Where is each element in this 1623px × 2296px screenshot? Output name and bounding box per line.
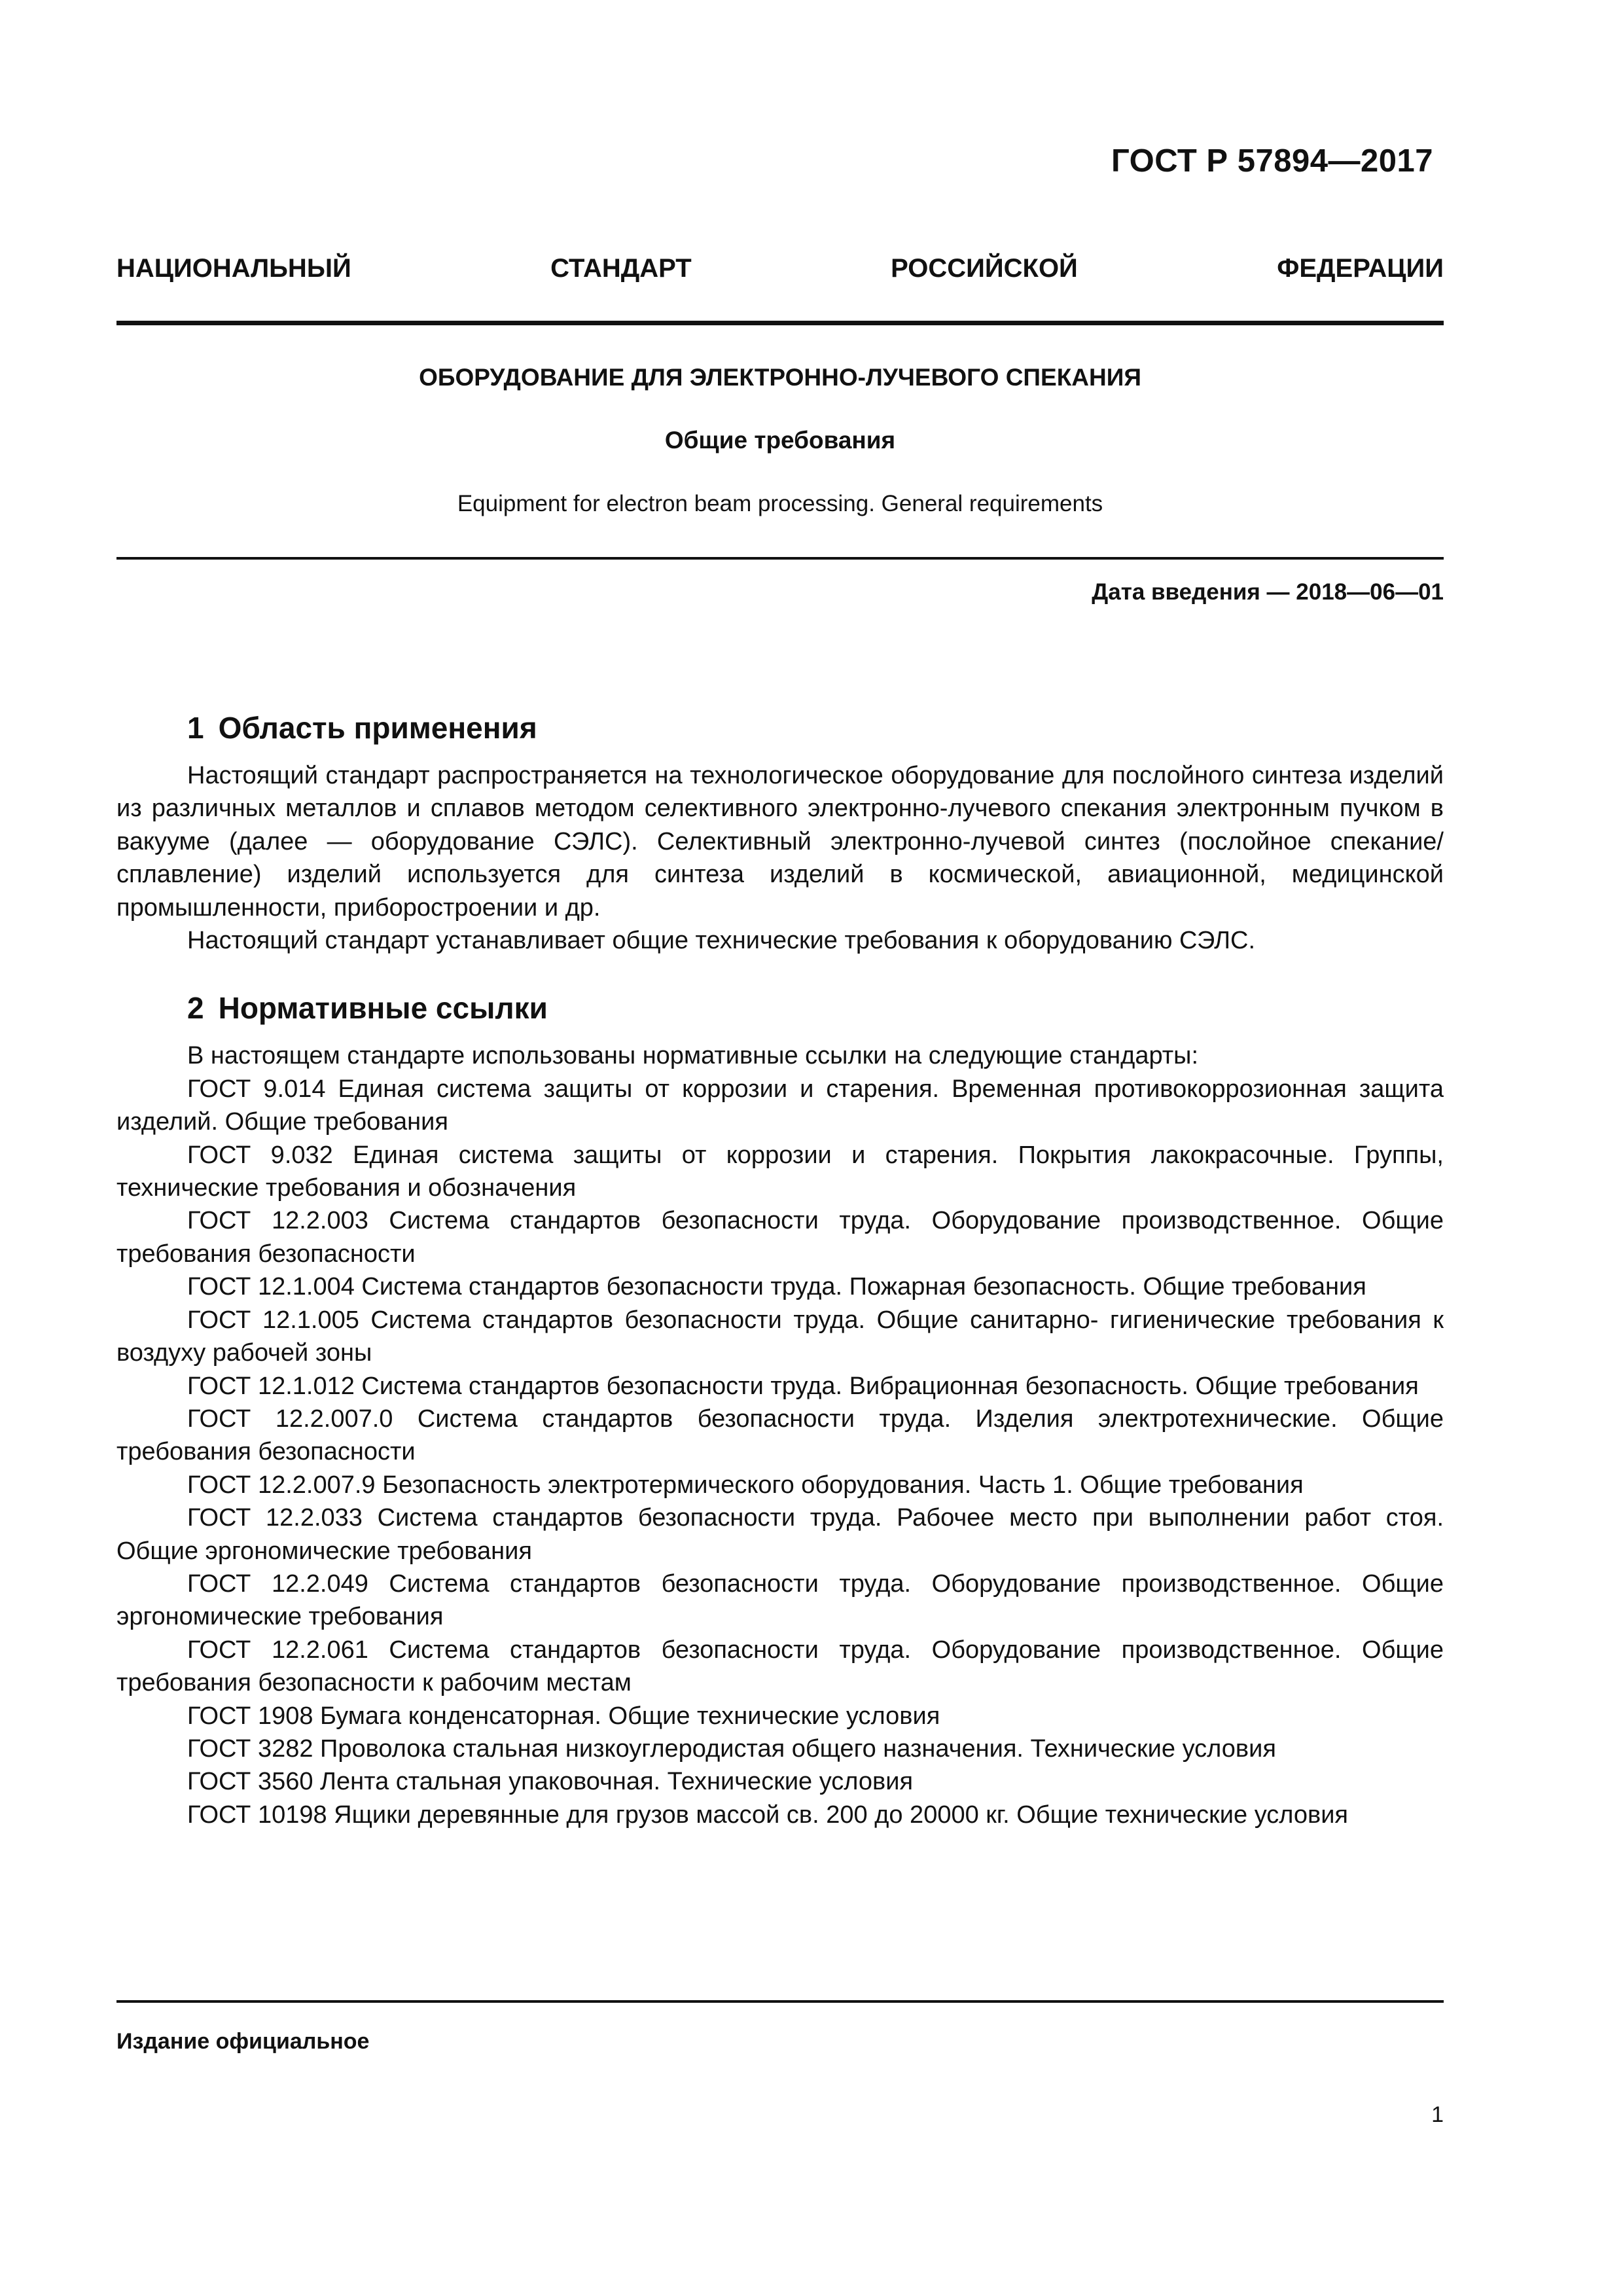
scope-paragraph: Настоящий стандарт устанавливает общие технические требования к оборудованию СЭЛС. [187, 927, 1256, 955]
reference-item: ГОСТ 12.2.033 Система стандартов безопасности труда. Рабочее место при выполнении работ стоя. Общие эргономические требования [116, 1504, 1444, 1565]
section-title: Область применения [218, 711, 537, 745]
scope-paragraph: Настоящий стандарт распространяется на технологическое оборудование для послойного синтеза изделий из различных металлов и сплавов методом селективного электронно-лучевого спекания электронным пучком в вакууме (далее — оборудование СЭЛС). Селективный электронно-лучевой синтез (послойное спекание/сплавление) изделий используется для синтеза изделий в космической, авиационной, медицинской промышленности, приборостроении и др. [116, 762, 1444, 922]
footer-divider [116, 2000, 1444, 2003]
document-title: ОБОРУДОВАНИЕ ДЛЯ ЭЛЕКТРОННО-ЛУЧЕВОГО СПЕКАНИЯ [419, 364, 1141, 391]
reference-item: ГОСТ 12.1.005 Система стандартов безопасности труда. Общие санитарно- гигиенические требования к воздуху рабочей зоны [116, 1306, 1444, 1367]
introduction-date: Дата введения — 2018—06—01 [1092, 579, 1444, 605]
page-number: 1 [1431, 2102, 1444, 2127]
document-body [116, 708, 1444, 1831]
reference-item: ГОСТ 12.2.003 Система стандартов безопасности труда. Оборудование производственное. Общие требования безопасности [116, 1207, 1444, 1268]
reference-item: ГОСТ 1908 Бумага конденсаторная. Общие технические условия [187, 1702, 940, 1730]
reference-item: ГОСТ 9.014 Единая система защиты от коррозии и старения. Временная противокоррозионная защита изделий. Общие требования [116, 1075, 1444, 1136]
section-heading-scope [187, 708, 1444, 747]
section-title: Нормативные ссылки [218, 991, 548, 1026]
reference-item: ГОСТ 12.2.061 Система стандартов безопасности труда. Оборудование производственное. Общие требования безопасности к рабочим местам [116, 1636, 1444, 1697]
reference-item: ГОСТ 3282 Проволока стальная низкоуглеродистая общего назначения. Технические условия [187, 1734, 1276, 1763]
section-heading-references [187, 988, 1444, 1028]
official-edition-label: Издание официальное [116, 2029, 370, 2054]
references-intro: В настоящем стандарте использованы нормативные ссылки на следующие стандарты: [187, 1042, 1199, 1070]
reference-item: ГОСТ 12.2.049 Система стандартов безопасности труда. Оборудование производственное. Общие эргономические требования [116, 1570, 1444, 1631]
reference-item: ГОСТ 10198 Ящики деревянные для грузов массой св. 200 до 20000 кг. Общие технические условия [187, 1801, 1349, 1829]
english-title: Equipment for electron beam processing. General requirements [457, 491, 1103, 516]
section-number: 1 [187, 711, 204, 745]
reference-item: ГОСТ 12.2.007.9 Безопасность электротермического оборудования. Часть 1. Общие требования [187, 1471, 1304, 1499]
section-number: 2 [187, 991, 204, 1026]
header-divider [116, 321, 1444, 325]
reference-item: ГОСТ 12.1.012 Система стандартов безопасности труда. Вибрационная безопасность. Общие требования [187, 1372, 1419, 1400]
reference-item: ГОСТ 12.1.004 Система стандартов безопасности труда. Пожарная безопасность. Общие требования [187, 1273, 1366, 1301]
reference-item: ГОСТ 3560 Лента стальная упаковочная. Технические условия [187, 1768, 914, 1796]
document-subtitle: Общие требования [664, 427, 896, 454]
reference-item: ГОСТ 9.032 Единая система защиты от коррозии и старения. Покрытия лакокрасочные. Группы, технические требования и обозначения [116, 1141, 1444, 1202]
document-number: ГОСТ Р 57894—2017 [1111, 143, 1433, 179]
national-standard-banner: НАЦИОНАЛЬНЫЙ СТАНДАРТ РОССИЙСКОЙ ФЕДЕРАЦИИ [116, 254, 1444, 283]
reference-item: ГОСТ 12.2.007.0 Система стандартов безопасности труда. Изделия электротехнические. Общие требования безопасности [116, 1405, 1444, 1466]
title-divider [116, 557, 1444, 560]
